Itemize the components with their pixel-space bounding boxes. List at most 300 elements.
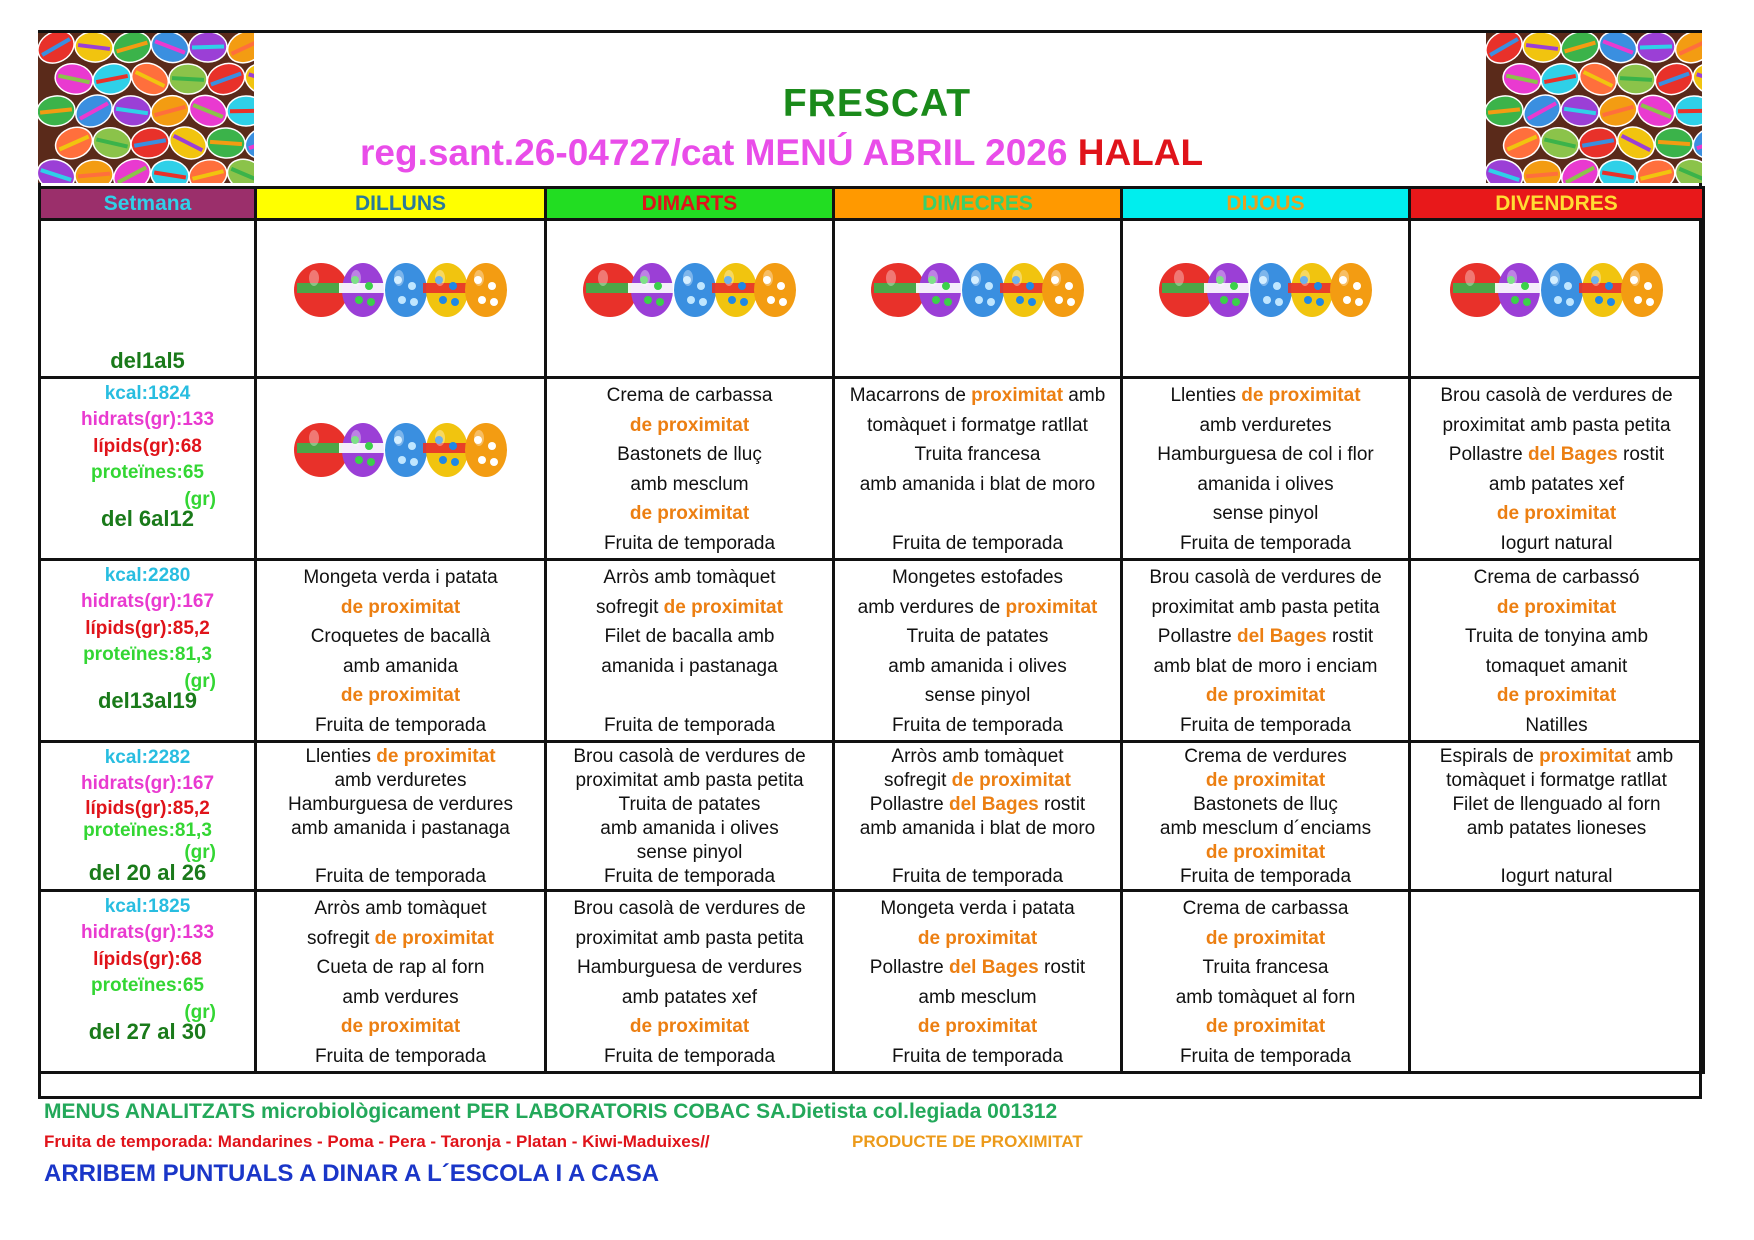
meal-line (547, 817, 832, 841)
meal-line (1123, 817, 1408, 841)
dish-text: amanida i olives (1197, 473, 1334, 495)
dish-text: Mongeta verda i patata (303, 567, 498, 588)
meal-line (1123, 793, 1408, 817)
dish-text: tomàquet i formatge ratllat (867, 414, 1088, 436)
dish-text: amb blat de moro i enciam (1153, 655, 1378, 677)
dish-text: amb amanida (342, 655, 459, 677)
dish-text: rostit (1038, 794, 1086, 815)
meal-line (1123, 711, 1408, 741)
week-label: del 20 al 26 (88, 860, 207, 885)
easter-eggs-row-icon (870, 259, 1085, 321)
dish-text: Crema de carbassa (606, 385, 773, 406)
page-subtitle (360, 132, 1203, 174)
proximity-tag: de proximitat (1241, 385, 1361, 406)
col-header-dimarts: DIMARTS (546, 188, 834, 220)
proximity-tag: de proximitat (1496, 685, 1617, 706)
subtitle-main: reg.sant.26-04727/cat MENÚ ABRIL 2026 (360, 132, 1078, 173)
proximity-tag: de proximitat (629, 503, 750, 524)
meal-line (257, 817, 544, 841)
dish-text: Filet de bacalla amb (604, 626, 775, 647)
meal-line (1123, 769, 1408, 793)
dish-text: amb patates xef (621, 986, 758, 1008)
meal-cell (834, 891, 1122, 1073)
dish-text: Fruita de temporada (891, 1045, 1064, 1067)
kcal-value: kcal:2280 (104, 565, 191, 586)
meal-line (547, 622, 832, 652)
dish-text: Bastonets de lluç (1193, 794, 1338, 815)
meal-line (1411, 593, 1702, 623)
meal-line (257, 745, 544, 769)
meal-line (257, 563, 544, 593)
meal-line (257, 681, 544, 711)
hidrats-value: hidrats(gr):167 (80, 591, 215, 612)
meal-line (257, 983, 544, 1013)
dish-text: Fruita de temporada (1179, 714, 1352, 736)
proximity-tag: de proximitat (340, 685, 461, 706)
meal-cell (1122, 560, 1410, 742)
dish-text: Macarrons de (849, 385, 972, 406)
footer-analysis-note: MENUS ANALITZATS microbiològicament PER LABORATORIS COBAC SA.Dietista col.legiada 001312 (44, 1100, 1058, 1123)
menu-table (38, 186, 1705, 1074)
meal-line (1123, 1012, 1408, 1042)
meal-line (1123, 411, 1408, 441)
meal-line (547, 593, 832, 623)
gr-unit: (gr) (184, 1002, 216, 1023)
hidrats-value: hidrats(gr):167 (80, 773, 215, 794)
meal-line (1411, 793, 1702, 817)
hidrats-value: hidrats(gr):133 (80, 409, 215, 430)
dish-text: rostit (1038, 957, 1086, 978)
week-row (40, 220, 1704, 378)
col-header-divendres: DIVENDRES (1410, 188, 1704, 220)
meal-line (835, 593, 1120, 623)
meal-line (835, 622, 1120, 652)
dish-text: Fruita de temporada (1179, 532, 1352, 554)
proximity-tag: de proximitat (629, 1016, 750, 1037)
col-header-dimecres: DIMECRES (834, 188, 1122, 220)
meal-line (547, 983, 832, 1013)
dish-text: Fruita de temporada (891, 866, 1064, 887)
dish-text: Pollastre (869, 794, 949, 815)
footer-fruit-list: Fruita de temporada: Mandarines - Poma - Pera - Taronja - Platan - Kiwi-Maduixes// (44, 1132, 710, 1151)
meal-line (835, 470, 1120, 500)
proximity-tag: de proximitat (376, 746, 496, 767)
meal-line (1411, 499, 1702, 529)
meal-line (547, 652, 832, 682)
dish-text: Fruita de temporada (891, 714, 1064, 736)
meal-line (257, 841, 544, 865)
meal-line (835, 440, 1120, 470)
dish-text: sofregit (307, 927, 375, 949)
meal-line (1411, 381, 1702, 411)
meal-line (835, 681, 1120, 711)
dish-text: Fruita de temporada (603, 532, 776, 554)
meal-line (547, 793, 832, 817)
meal-line (1411, 745, 1702, 769)
dish-text: Crema de verdures (1184, 746, 1347, 767)
dish-text: amanida i pastanaga (601, 655, 778, 677)
meal-line (1411, 529, 1702, 559)
meal-line (1123, 894, 1408, 924)
meal-line (835, 711, 1120, 741)
meal-line (1411, 652, 1702, 682)
dish-text: Espirals de (1439, 746, 1540, 767)
dish-text: Mongetes estofades (891, 567, 1064, 588)
meal-cell (546, 220, 834, 378)
dish-text: Truita francesa (914, 444, 1041, 465)
meal-line (1123, 865, 1408, 889)
dish-text: Crema de carbassó (1473, 567, 1640, 588)
dish-text: Iogurt natural (1500, 532, 1613, 554)
dish-text: Iogurt natural (1500, 866, 1613, 887)
proximity-tag: de proximitat (1496, 596, 1617, 618)
meal-cell (546, 742, 834, 891)
meal-line (835, 894, 1120, 924)
dish-text: Llenties (1170, 385, 1242, 406)
dish-text: proximitat amb pasta petita (575, 770, 804, 791)
meal-cell (256, 560, 546, 742)
meal-line (257, 622, 544, 652)
dish-text: Pollastre (1157, 626, 1237, 647)
meal-line (547, 563, 832, 593)
gr-unit: (gr) (184, 489, 216, 510)
dish-text: proximitat amb pasta petita (1442, 414, 1671, 436)
meal-line (835, 563, 1120, 593)
meal-line (835, 1012, 1120, 1042)
meal-line (835, 381, 1120, 411)
meal-line (257, 924, 544, 954)
meal-line (1123, 563, 1408, 593)
dish-text: Truita de patates (906, 626, 1049, 647)
proximity-tag: de proximitat (1496, 503, 1617, 524)
proximity-tag: de proximitat (340, 596, 461, 618)
dish-text: Fruita de temporada (314, 714, 487, 736)
week-label: del 6al12 (101, 506, 194, 531)
meal-line (547, 711, 832, 741)
meal-cell (1410, 891, 1704, 1073)
meal-line (1123, 529, 1408, 559)
meal-line (547, 745, 832, 769)
meal-cell (1410, 220, 1704, 378)
dish-text: Fruita de temporada (603, 866, 776, 887)
meal-cell (1410, 378, 1704, 560)
dish-text: amb patates xef (1488, 473, 1625, 495)
week-info-cell (40, 891, 256, 1073)
dish-text: sense pinyol (924, 685, 1031, 706)
meal-cell (1122, 220, 1410, 378)
meal-cell (834, 378, 1122, 560)
meal-line (547, 470, 832, 500)
meal-line (547, 440, 832, 470)
dish-text: Fruita de temporada (603, 714, 776, 736)
dish-text: Arròs amb tomàquet (314, 898, 487, 919)
week-label: del1al5 (110, 348, 185, 373)
dish-text: Fruita de temporada (314, 866, 487, 887)
meal-line (1123, 745, 1408, 769)
week-info-cell (40, 742, 256, 891)
dish-text: Mongeta verda i patata (880, 898, 1075, 919)
meal-line (1123, 953, 1408, 983)
dish-text: Pollastre (1448, 444, 1528, 465)
dish-text: Croquetes de bacallà (310, 626, 491, 647)
meal-line (835, 652, 1120, 682)
easter-eggs-row-icon (1158, 259, 1373, 321)
dish-text: amb patates lioneses (1466, 818, 1647, 839)
meal-cell (546, 560, 834, 742)
meal-line (547, 769, 832, 793)
dish-text: Brou casolà de verdures de (1149, 567, 1382, 588)
meal-line (257, 894, 544, 924)
gr-unit: (gr) (184, 842, 216, 863)
meal-cell (1410, 742, 1704, 891)
meal-line (835, 953, 1120, 983)
dish-text: amb amanida i olives (888, 655, 1067, 677)
meal-line (1411, 411, 1702, 441)
proximity-tag: de proximitat (1205, 1016, 1326, 1037)
dish-text: Bastonets de lluç (617, 444, 762, 465)
proximity-tag: de proximitat (340, 1016, 461, 1037)
meal-line (257, 769, 544, 793)
meal-line (835, 865, 1120, 889)
col-header-setmana: Setmana (40, 188, 256, 220)
proximity-tag: proximitat (1005, 596, 1098, 618)
dish-text: Llenties (305, 746, 377, 767)
proximity-tag: de proximitat (1205, 770, 1326, 791)
meal-line (1411, 865, 1702, 889)
meal-line (835, 817, 1120, 841)
proximity-tag: proximitat (971, 385, 1064, 406)
proteines-value: proteïnes:81,3 (83, 644, 212, 665)
kcal-value: kcal:1824 (104, 383, 191, 404)
meal-cell (256, 742, 546, 891)
meal-line (547, 865, 832, 889)
meal-line (257, 652, 544, 682)
week-row (40, 560, 1704, 742)
meal-line (1123, 681, 1408, 711)
meal-line (547, 894, 832, 924)
dish-text: tomaquet amanit (1485, 655, 1628, 677)
meal-line (1123, 499, 1408, 529)
meal-cell (834, 560, 1122, 742)
meal-line (1123, 983, 1408, 1013)
dish-text: Truita de tonyina amb (1464, 626, 1649, 647)
week-row (40, 891, 1704, 1073)
kcal-value: kcal:1825 (104, 896, 191, 917)
easter-eggs-row-icon (1449, 259, 1664, 321)
meal-line (1411, 841, 1702, 865)
dish-text: Hamburguesa de verdures (577, 957, 802, 978)
dish-text: Cueta de rap al forn (316, 957, 485, 978)
meal-line (835, 983, 1120, 1013)
dish-text: amb mesclum (630, 473, 749, 495)
proximity-tag: de proximitat (663, 596, 783, 618)
meal-line (1411, 440, 1702, 470)
dish-text: sense pinyol (636, 842, 743, 863)
easter-eggs-row-icon (582, 259, 797, 321)
proximity-tag: de proximitat (1205, 685, 1326, 706)
dish-text: Crema de carbassa (1182, 898, 1349, 919)
meal-line (547, 1042, 832, 1072)
dish-text: Fruita de temporada (314, 1045, 487, 1067)
dish-text: Fruita de temporada (1179, 866, 1352, 887)
meal-line (835, 745, 1120, 769)
proximity-tag: del Bages (948, 794, 1039, 815)
meal-cell (256, 891, 546, 1073)
lipids-value: lípids(gr):85,2 (85, 618, 210, 639)
dish-text: Fruita de temporada (1179, 1045, 1352, 1067)
meal-line (835, 924, 1120, 954)
proximity-tag: de proximitat (951, 770, 1071, 791)
footer-punctuality-note: ARRIBEM PUNTUALS A DINAR A L´ESCOLA I A CASA (44, 1160, 660, 1187)
meal-line (1123, 593, 1408, 623)
meal-line (1123, 1042, 1408, 1072)
meal-line (1123, 440, 1408, 470)
dish-text: Fruita de temporada (603, 1045, 776, 1067)
dish-text: proximitat amb pasta petita (1151, 596, 1380, 618)
meal-line (1411, 470, 1702, 500)
dish-text: Hamburguesa de col i flor (1157, 444, 1374, 465)
meal-line (547, 499, 832, 529)
meal-line (1411, 563, 1702, 593)
meal-line (835, 841, 1120, 865)
meal-line (835, 793, 1120, 817)
lipids-value: lípids(gr):68 (93, 949, 202, 970)
page-title: FRESCAT (782, 82, 972, 125)
proximity-tag: de proximitat (1205, 842, 1326, 863)
meal-cell (546, 891, 834, 1073)
meal-line (1411, 681, 1702, 711)
dish-text: amb amanida i blat de moro (859, 818, 1096, 839)
dish-text: amb mesclum (918, 986, 1037, 1008)
col-header-dijous: DIJOUS (1122, 188, 1410, 220)
gr-unit: (gr) (184, 671, 216, 692)
week-info-cell (40, 220, 256, 378)
dish-text: sense pinyol (1212, 503, 1319, 524)
header-row (40, 188, 1704, 220)
dish-text: sofregit (884, 770, 952, 791)
dish-text: Brou casolà de verdures de (1440, 385, 1673, 406)
dish-text: Brou casolà de verdures de (573, 898, 806, 919)
meal-line (1411, 622, 1702, 652)
meal-cell (256, 378, 546, 560)
dish-text: Arròs amb tomàquet (891, 746, 1064, 767)
week-label: del13al19 (97, 688, 198, 713)
proteines-value: proteïnes:81,3 (83, 820, 212, 841)
week-info-cell (40, 378, 256, 560)
hidrats-value: hidrats(gr):133 (80, 922, 215, 943)
meal-line (547, 681, 832, 711)
meal-line (835, 769, 1120, 793)
proximity-tag: de proximitat (374, 927, 494, 949)
easter-eggs-row-icon (293, 419, 508, 481)
easter-eggs-row-icon (293, 259, 508, 321)
meal-line (547, 1012, 832, 1042)
meal-line (835, 529, 1120, 559)
dish-text: proximitat amb pasta petita (575, 927, 804, 949)
meal-cell (1122, 891, 1410, 1073)
dish-text: amb amanida i pastanaga (291, 818, 510, 839)
dish-text: amb verdures (342, 986, 459, 1008)
meal-line (1123, 841, 1408, 865)
meal-line (547, 411, 832, 441)
week-info-cell (40, 560, 256, 742)
dish-text: Pollastre (869, 957, 949, 978)
meal-cell (834, 742, 1122, 891)
dish-text: amb (1063, 385, 1106, 406)
proximity-tag: de proximitat (1205, 927, 1326, 949)
dish-text: Brou casolà de verdures de (573, 746, 806, 767)
meal-line (835, 499, 1120, 529)
meal-cell (834, 220, 1122, 378)
meal-cell (546, 378, 834, 560)
meal-line (1411, 817, 1702, 841)
meal-line (547, 529, 832, 559)
dish-text: amb (1630, 746, 1674, 767)
dish-text: amb mesclum d´enciams (1159, 818, 1372, 839)
meal-line (547, 841, 832, 865)
meal-line (257, 711, 544, 741)
meal-line (257, 953, 544, 983)
week-label: del 27 al 30 (88, 1019, 207, 1044)
dish-text: Arròs amb tomàquet (603, 567, 776, 588)
meal-line (257, 1012, 544, 1042)
meal-cell (1410, 560, 1704, 742)
meal-line (1411, 769, 1702, 793)
dish-text: Natilles (1525, 714, 1588, 736)
meal-line (257, 593, 544, 623)
dish-text: Truita de patates (618, 794, 761, 815)
dish-text: amb verduretes (1199, 414, 1332, 436)
meal-line (257, 865, 544, 889)
dish-text: amb tomàquet al forn (1175, 986, 1356, 1008)
dish-text: Truita francesa (1202, 957, 1329, 978)
dish-text: sofregit (596, 596, 664, 618)
dish-text: rostit (1326, 626, 1374, 647)
proximity-tag: proximitat (1539, 746, 1631, 767)
meal-line (835, 1042, 1120, 1072)
dish-text: amb verduretes (334, 770, 467, 791)
meal-line (1123, 652, 1408, 682)
week-row (40, 378, 1704, 560)
week-row (40, 742, 1704, 891)
meal-line (1123, 470, 1408, 500)
lipids-value: lípids(gr):68 (93, 436, 202, 457)
footer-proximity-legend: PRODUCTE DE PROXIMITAT (852, 1132, 1083, 1151)
meal-cell (1122, 742, 1410, 891)
kcal-value: kcal:2282 (104, 747, 191, 768)
dish-text: rostit (1617, 444, 1665, 465)
dish-text: amb verdures de (857, 596, 1006, 618)
meal-line (547, 953, 832, 983)
proximity-tag: del Bages (1527, 444, 1618, 465)
meal-line (1411, 711, 1702, 741)
meal-line (257, 1042, 544, 1072)
col-header-dilluns: DILLUNS (256, 188, 546, 220)
proximity-tag: de proximitat (629, 414, 750, 436)
dish-text: amb amanida i blat de moro (859, 473, 1096, 495)
subtitle-halal: HALAL (1077, 132, 1204, 173)
dish-text: tomàquet i formatge ratllat (1446, 770, 1667, 791)
lipids-value: lípids(gr):85,2 (85, 798, 210, 819)
proximity-tag: del Bages (948, 957, 1039, 978)
dish-text: Hamburguesa de verdures (288, 794, 513, 815)
proteines-value: proteïnes:65 (91, 462, 204, 483)
meal-cell (1122, 378, 1410, 560)
dish-text: Fruita de temporada (891, 532, 1064, 554)
meal-line (1123, 381, 1408, 411)
meal-line (257, 793, 544, 817)
dish-text: Filet de llenguado al forn (1452, 794, 1661, 815)
